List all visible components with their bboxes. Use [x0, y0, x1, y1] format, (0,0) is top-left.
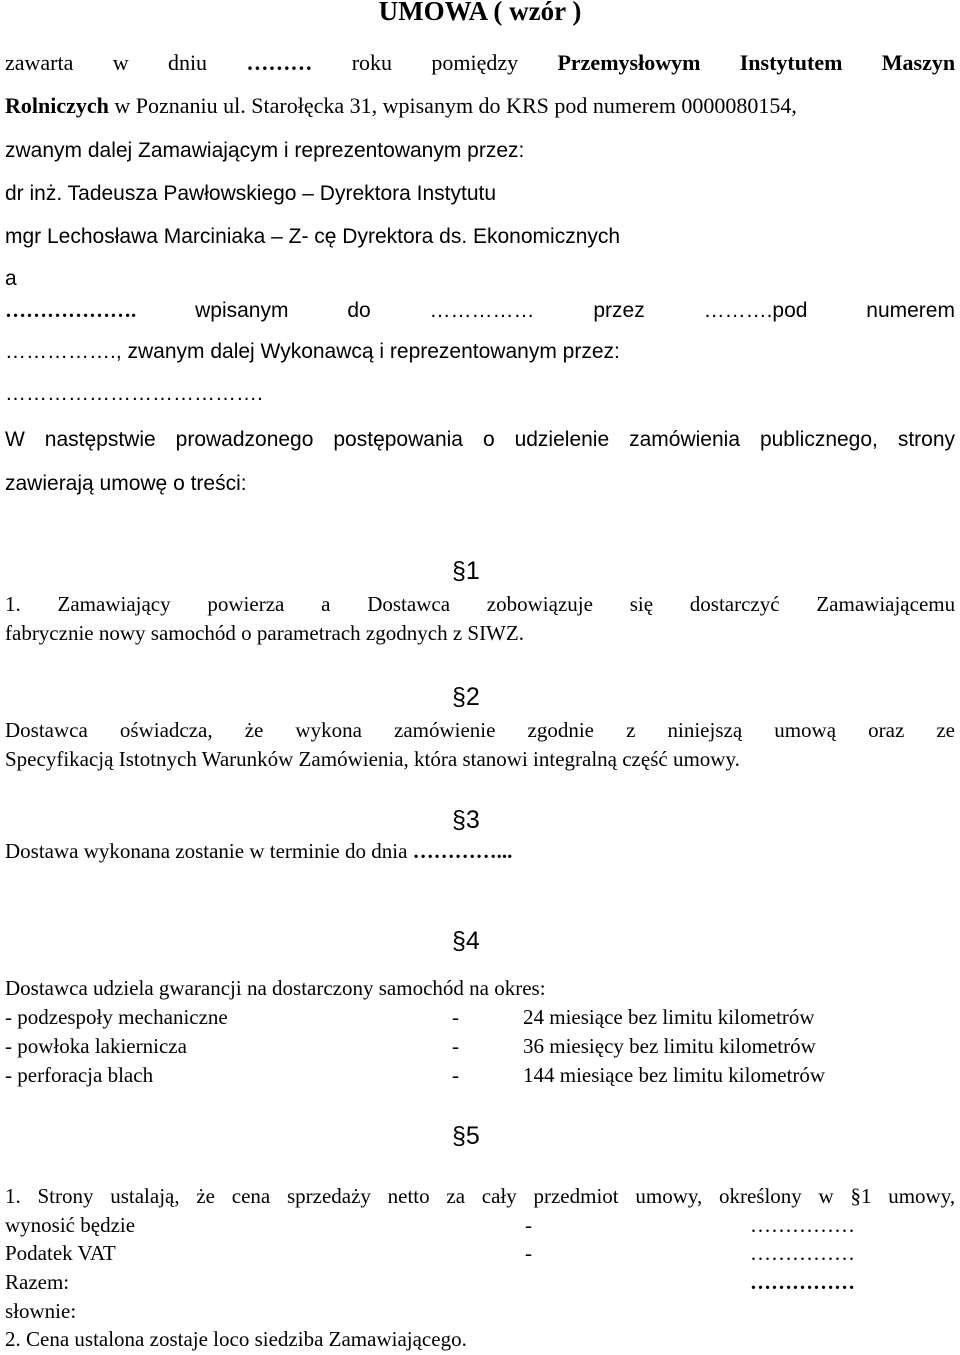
- intro-line-3: zwanym dalej Zamawiającym i reprezentowanym przez:: [5, 139, 525, 162]
- section-1-heading: §1: [452, 557, 480, 585]
- section-3-text: Dostawa wykonana zostanie w terminie do dnia …………...: [5, 839, 513, 863]
- price-value: ……………: [750, 1241, 855, 1265]
- warranty-item: - podzespoły mechaniczne: [5, 1005, 228, 1029]
- warranty-value: 24 miesiące bez limitu kilometrów: [523, 1005, 815, 1029]
- section-2-heading: §2: [452, 683, 480, 711]
- total-label: Razem:: [5, 1270, 70, 1294]
- price-dash: -: [525, 1241, 532, 1265]
- total-value: ……………: [750, 1270, 855, 1294]
- section-4-intro: Dostawca udziela gwarancji na dostarczony samochód na okres:: [5, 976, 546, 1000]
- price-dash: -: [525, 1213, 532, 1237]
- intro-line-8: ……………., zwanym dalej Wykonawcą i reprezentowanym przez:: [5, 340, 620, 363]
- section-1-line-1: 1. Zamawiający powierza a Dostawca zobowiązuje się dostarczyć Zamawiającemu: [5, 592, 956, 616]
- warranty-dash: -: [452, 1063, 459, 1087]
- intro-line-4: dr inż. Tadeusza Pawłowskiego – Dyrektora Instytutu: [5, 182, 497, 205]
- price-item: Podatek VAT: [5, 1241, 116, 1265]
- section-2-line-2: Specyfikacją Istotnych Warunków Zamówienia, która stanowi integralną część umowy.: [5, 747, 740, 771]
- section-1-line-2: fabrycznie nowy samochód o parametrach zgodnych z SIWZ.: [5, 621, 524, 645]
- in-words-label: słownie:: [5, 1299, 77, 1323]
- intro-line-9: ……………………………….: [5, 382, 263, 405]
- intro-line-10: W następstwie prowadzonego postępowania o udzielenie zamówienia publicznego, strony: [5, 428, 956, 451]
- intro-line-2: Rolniczych w Poznaniu ul. Starołęcka 31, wpisanym do KRS pod numerem 0000080154,: [5, 93, 797, 118]
- intro-line-5: mgr Lechosława Marciniaka – Z- cę Dyrektora ds. Ekonomicznych: [5, 225, 621, 248]
- warranty-dash: -: [452, 1005, 459, 1029]
- section-4-heading: §4: [452, 927, 480, 955]
- intro-line-1: zawarta w dniu ……… roku pomiędzy Przemysłowym Instytutem Maszyn: [5, 50, 956, 75]
- section-2-line-1: Dostawca oświadcza, że wykona zamówienie zgodnie z niniejszą umową oraz ze: [5, 718, 955, 742]
- warranty-value: 36 miesięcy bez limitu kilometrów: [523, 1034, 816, 1058]
- price-item: wynosić będzie: [5, 1213, 136, 1237]
- section-5-heading: §5: [452, 1122, 480, 1150]
- section-5-last-line: 2. Cena ustalona zostaje loco siedziba Zamawiającego.: [5, 1327, 467, 1351]
- section-5-line-1: 1. Strony ustalają, że cena sprzedaży netto za cały przedmiot umowy, określony w §1 umowy,: [5, 1184, 956, 1208]
- section-3-heading: §3: [452, 806, 480, 834]
- warranty-dash: -: [452, 1034, 459, 1058]
- document-title: UMOWA ( wzór ): [378, 0, 582, 26]
- warranty-item: - perforacja blach: [5, 1063, 154, 1087]
- intro-line-11: zawierają umowę o treści:: [5, 472, 247, 495]
- warranty-item: - powłoka lakiernicza: [5, 1034, 187, 1058]
- warranty-value: 144 miesiące bez limitu kilometrów: [523, 1063, 826, 1087]
- price-value: ……………: [750, 1213, 855, 1237]
- intro-line-6: a: [5, 267, 17, 290]
- intro-line-7: ………………. wpisanym do …………… przez ……….pod numerem: [5, 298, 955, 322]
